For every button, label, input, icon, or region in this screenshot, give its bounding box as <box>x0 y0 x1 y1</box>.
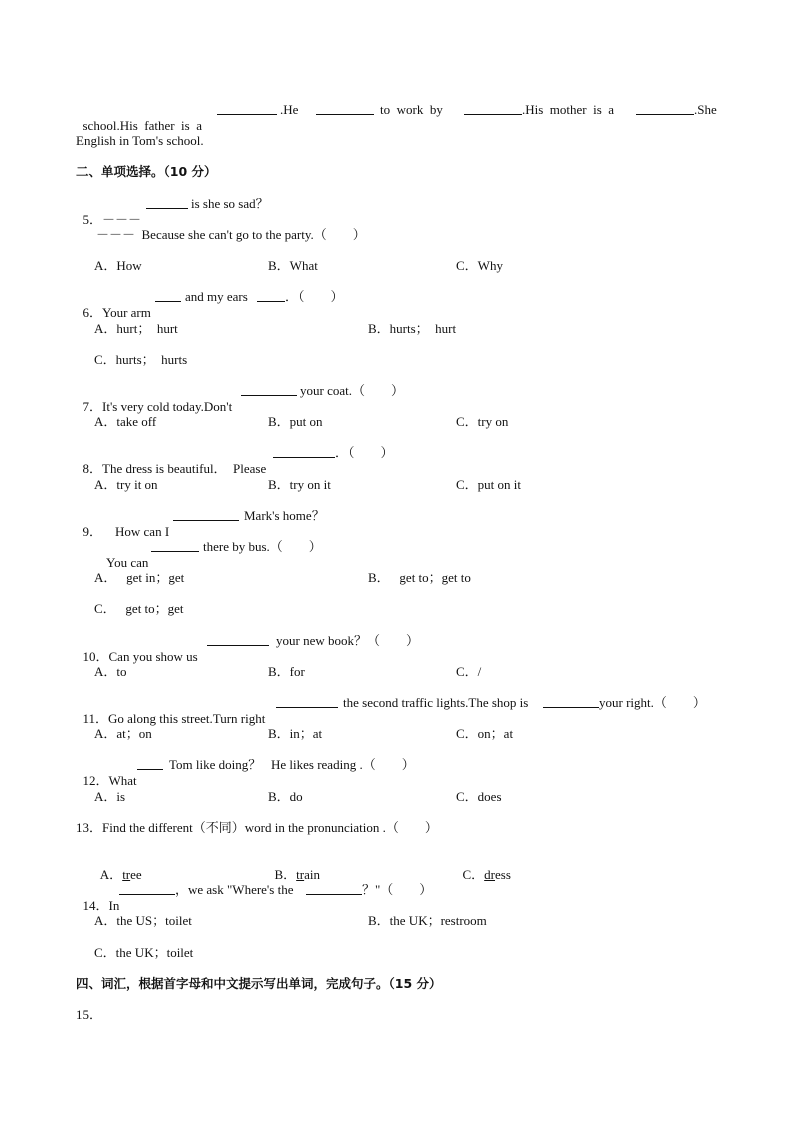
option-a: A．is <box>94 789 126 804</box>
option-label: A． <box>99 867 123 882</box>
question-stem: 9． How can I <box>82 524 170 539</box>
blank <box>217 102 277 119</box>
option-text: ain <box>304 867 321 882</box>
option-b: B．for <box>268 664 305 679</box>
question-stem: 12．What <box>82 773 137 788</box>
option-b: B．in；at <box>268 726 323 741</box>
option-b: B．hurts； hurt <box>368 321 457 336</box>
question-stem: your new book？（ ） <box>276 633 419 648</box>
option-c: C．does <box>456 789 502 804</box>
option-a: A．to <box>94 664 127 679</box>
question-stem: your right.（ ） <box>599 695 706 710</box>
question-6 <box>76 289 344 385</box>
question-5-response: －－－ Because she can't go to the party.（ ） <box>96 227 366 242</box>
blank <box>316 102 374 119</box>
question-stem: ．（ ） <box>335 445 394 460</box>
question-stem: is she so sad？ <box>191 196 269 211</box>
question-stem: 11．Go along this street.Turn right <box>82 711 266 726</box>
option-label: C． <box>462 867 485 882</box>
answer-blank <box>276 695 338 712</box>
answer-blank <box>207 633 269 650</box>
option-b: B． get to；get to <box>368 570 471 585</box>
answer-blank <box>543 695 599 712</box>
answer-blank <box>137 757 163 774</box>
question-stem: 8．The dress is beautiful． Please <box>82 461 267 476</box>
question-number: 5．－－－ <box>82 212 142 227</box>
question-stem: Tom like doing？ He likes reading .（ ） <box>169 757 415 772</box>
intro-text-b: .He <box>280 102 299 117</box>
option-c: C．the UK；toilet <box>94 945 194 960</box>
blank <box>636 102 694 119</box>
question-stem: there by bus.（ ） <box>203 539 322 554</box>
answer-blank <box>241 383 297 400</box>
option-c: C．put on it <box>456 477 522 492</box>
option-a <box>94 851 142 883</box>
option-b <box>268 851 320 883</box>
intro-line-2: English in Tom's school. <box>76 133 204 148</box>
answer-blank <box>306 882 362 899</box>
underlined-letters: tr <box>296 867 305 882</box>
question-stem: 7．It's very cold today.Don't <box>82 399 233 414</box>
question-stem: and my ears <box>185 289 248 304</box>
option-c: C．on；at <box>456 726 514 741</box>
option-b: B．What <box>268 258 318 273</box>
option-a: A．the US；toilet <box>94 913 192 928</box>
answer-blank <box>119 882 175 899</box>
option-a: A．How <box>94 258 142 273</box>
question-stem: ，we ask "Where's the <box>175 882 294 897</box>
answer-blank <box>173 508 239 525</box>
option-a: A． get in；get <box>94 570 185 585</box>
option-b: B．put on <box>268 414 323 429</box>
option-c <box>456 851 511 883</box>
option-a: A．at；on <box>94 726 152 741</box>
question-stem: Mark's home？ <box>244 508 325 523</box>
option-c: C．hurts； hurts <box>94 352 188 367</box>
option-a: A．try it on <box>94 477 158 492</box>
answer-blank <box>273 445 335 462</box>
question-stem: 14．In <box>82 898 120 913</box>
answer-blank <box>257 289 285 306</box>
question-stem: 10．Can you show us <box>82 649 198 664</box>
intro-text-a: school.His father is a <box>82 118 203 133</box>
question-stem: 6．Your arm <box>82 305 151 320</box>
answer-blank <box>151 539 199 556</box>
question-stem: ？"（ ） <box>362 882 433 897</box>
option-b: B．try on it <box>268 477 331 492</box>
intro-text-c: to work by <box>380 102 443 117</box>
option-c: C． get to；get <box>94 601 184 616</box>
intro-text-d: .His mother is a <box>522 102 615 117</box>
option-a: A．hurt； hurt <box>94 321 178 336</box>
option-text: ee <box>130 867 142 882</box>
option-b: B．do <box>268 789 303 804</box>
question-15: 15． <box>76 1007 103 1022</box>
section-heading: 二、单项选择。（10 分） <box>76 164 217 179</box>
option-c: C．Why <box>456 258 503 273</box>
question-stem: the second traffic lights.The shop is <box>343 695 529 710</box>
question-stem: your coat.（ ） <box>300 383 404 398</box>
option-c: C．/ <box>456 664 482 679</box>
section-heading: 四、词汇，根据首字母和中文提示写出单词，完成句子。（15 分） <box>76 976 442 991</box>
blank <box>464 102 522 119</box>
option-a: A．take off <box>94 414 157 429</box>
option-c: C．try on <box>456 414 509 429</box>
question-stem: You can <box>106 555 149 570</box>
answer-blank <box>146 196 188 213</box>
question-13: 13．Find the different（不同）word in the pronunciation .（ ） <box>76 820 438 835</box>
option-b: B．the UK；restroom <box>368 913 487 928</box>
option-text: ess <box>495 867 511 882</box>
intro-text-e: .She <box>694 102 717 117</box>
question-stem: ．（ ） <box>285 289 344 304</box>
answer-blank <box>155 289 181 306</box>
underlined-letters: dr <box>484 867 496 882</box>
option-label: B． <box>274 867 297 882</box>
underlined-letters: tr <box>122 867 131 882</box>
